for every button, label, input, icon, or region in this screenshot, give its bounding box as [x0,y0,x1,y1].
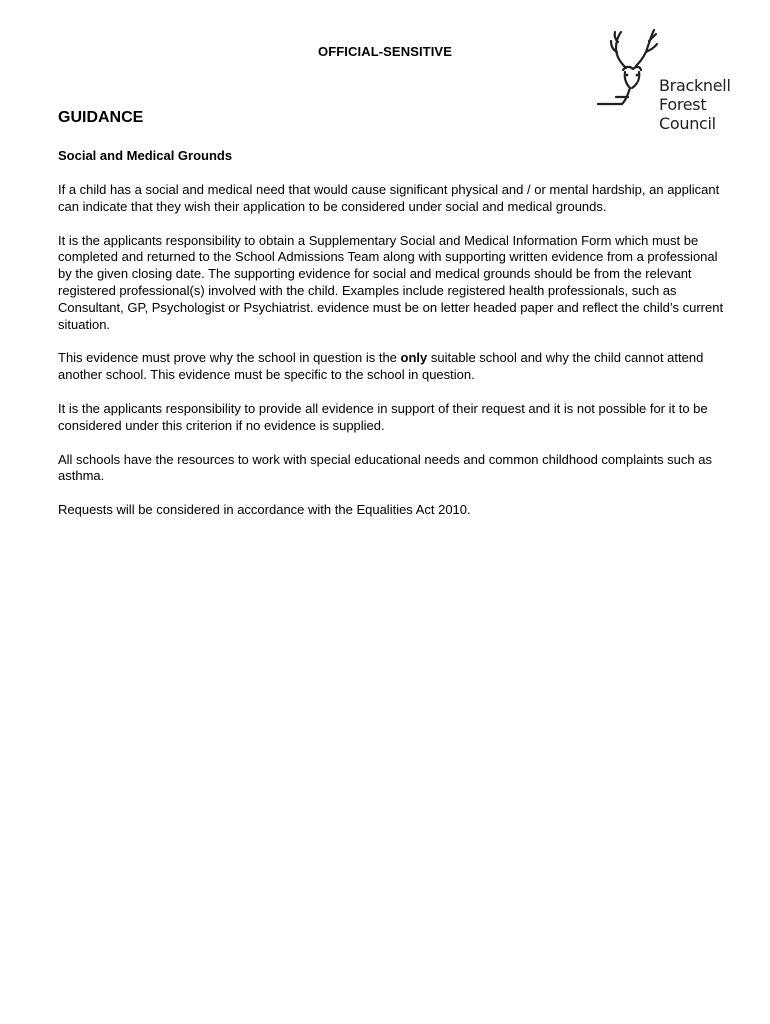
paragraph-school-resources: All schools have the resources to work with special educational needs and common childhood complaints such as asthma. [58,451,712,484]
council-name-line-1: Bracknell [659,76,731,95]
section-heading: Social and Medical Grounds [58,148,233,163]
document-body [58,108,728,536]
paragraph-evidence-after: suitable school and why the child cannot attend another school. This evidence must be specific to the school in question. [58,350,704,383]
emphasis-only: only [400,350,428,366]
paragraph-evidence-before: This evidence must prove why the school in question is the [58,350,401,366]
paragraph-applicant-responsibility-form: It is the applicants responsibility to obtain a Supplementary Social and Medical Information Form which must be completed and returned to the School Admissions Team along with supporting written evidence from a professional by the given closing date. The supporting evidence for social and medical grounds should be from the relevant registered professional(s) involved with the child. Examples include registered health professionals, such as Consultant, GP, Psychologist or Psychiatrist. evidence must be on letter headed paper and reflect the child’s current situation. [58,232,724,332]
council-name-line-3: Council [659,114,716,133]
classification-label: OFFICIAL-SENSITIVE [318,44,452,59]
page-title: GUIDANCE [58,109,144,126]
paragraph-equalities-act: Requests will be considered in accordance with the Equalities Act 2010. [58,502,471,518]
paragraph-evidence-responsibility: It is the applicants responsibility to provide all evidence in support of their request and it is not possible for it to be considered under this criterion if no evidence is supplied. [58,400,708,433]
paragraph-evidence-requirement [58,350,728,384]
paragraph-social-medical-need: If a child has a social and medical need that would cause significant physical and / or mental hardship, an applicant can indicate that they wish their application to be considered under social and medical grounds. [58,182,720,214]
council-name-line-2: Forest [659,95,707,114]
stag-head-icon [596,26,666,116]
